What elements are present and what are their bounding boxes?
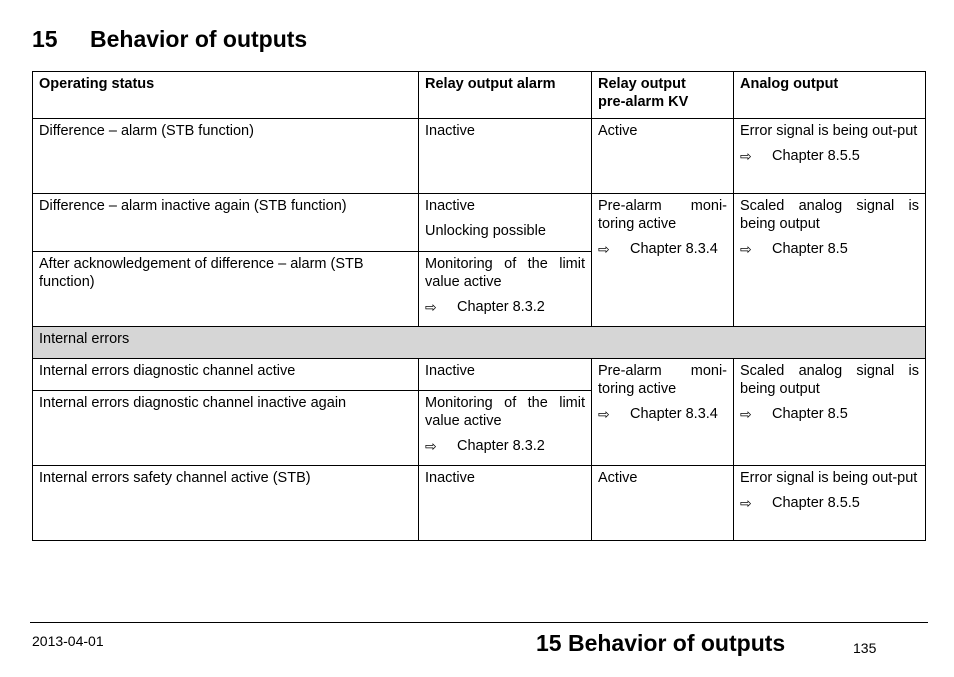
cell-status: Difference – alarm inactive again (STB function) (33, 194, 419, 252)
chapter-reference (740, 405, 919, 423)
chapter-reference (598, 405, 727, 423)
chapter-reference (598, 240, 727, 258)
chapter-reference (740, 240, 919, 258)
cell-alarm: Inactive (419, 359, 592, 391)
alarm-text: Inactive (425, 198, 475, 214)
chapter-reference-text: Chapter 8.3.2 (457, 438, 545, 454)
alarm-text: Monitoring of the limit value active (425, 256, 585, 290)
arrow-right-icon: ⇨ (425, 438, 437, 454)
arrow-right-icon: ⇨ (740, 241, 752, 257)
arrow-right-icon: ⇨ (598, 241, 610, 257)
analog-text: Error signal is being out-put (740, 470, 918, 486)
analog-text: Scaled analog signal is being output (740, 363, 919, 397)
header-analog-output: Analog output (734, 72, 926, 119)
chapter-reference (425, 437, 585, 455)
table-header-row (33, 72, 926, 119)
chapter-reference-text: Chapter 8.5 (772, 241, 848, 257)
cell-prealarm: Active (592, 119, 734, 194)
table-row (33, 359, 926, 391)
prealarm-text: Pre-alarm moni-toring active (598, 363, 727, 397)
page-title (32, 26, 307, 53)
cell-status: After acknowledgement of difference – alarm (STB function) (33, 252, 419, 327)
footer-chapter-title: 15 Behavior of outputs (536, 630, 786, 656)
cell-analog (734, 466, 926, 541)
section-internal-errors: Internal errors (33, 327, 926, 359)
chapter-number: 15 (32, 26, 58, 52)
cell-alarm (419, 391, 592, 466)
header-relay-alarm: Relay output alarm (419, 72, 592, 119)
cell-status: Internal errors safety channel active (STB) (33, 466, 419, 541)
chapter-reference-text: Chapter 8.3.2 (457, 299, 545, 315)
arrow-right-icon: ⇨ (598, 406, 610, 422)
chapter-reference (425, 298, 585, 316)
cell-prealarm (592, 359, 734, 466)
table-section-row (33, 327, 926, 359)
header-relay-prealarm-line1: Relay output (598, 76, 686, 92)
cell-alarm: Inactive (419, 466, 592, 541)
arrow-right-icon: ⇨ (740, 406, 752, 422)
chapter-reference (740, 147, 919, 165)
cell-status: Internal errors diagnostic channel active (33, 359, 419, 391)
cell-alarm (419, 194, 592, 252)
chapter-reference-text: Chapter 8.3.4 (630, 406, 718, 422)
analog-text: Scaled analog signal is being output (740, 198, 919, 232)
cell-analog (734, 194, 926, 327)
table-row (33, 194, 926, 252)
cell-prealarm (592, 194, 734, 327)
cell-status: Difference – alarm (STB function) (33, 119, 419, 194)
chapter-reference-text: Chapter 8.5 (772, 406, 848, 422)
chapter-reference-text: Chapter 8.5.5 (772, 148, 860, 164)
prealarm-text: Pre-alarm moni-toring active (598, 198, 727, 232)
chapter-reference-text: Chapter 8.3.4 (630, 241, 718, 257)
cell-analog (734, 359, 926, 466)
outputs-behavior-table (32, 71, 926, 541)
arrow-right-icon: ⇨ (740, 495, 752, 511)
cell-alarm: Inactive (419, 119, 592, 194)
chapter-reference-text: Chapter 8.5.5 (772, 495, 860, 511)
cell-status: Internal errors diagnostic channel inactive again (33, 391, 419, 466)
alarm-text: Monitoring of the limit value active (425, 395, 585, 429)
arrow-right-icon: ⇨ (740, 148, 752, 164)
footer-date: 2013-04-01 (32, 633, 104, 649)
table-row (33, 119, 926, 194)
page-number: 135 (853, 640, 877, 656)
alarm-note: Unlocking possible (425, 223, 546, 239)
header-operating-status: Operating status (33, 72, 419, 119)
cell-analog (734, 119, 926, 194)
cell-alarm (419, 252, 592, 327)
table-row (33, 466, 926, 541)
analog-text: Error signal is being out-put (740, 123, 918, 139)
header-relay-prealarm-line2: pre-alarm KV (598, 94, 689, 110)
footer-divider (30, 622, 928, 623)
cell-prealarm: Active (592, 466, 734, 541)
header-relay-prealarm (592, 72, 734, 119)
arrow-right-icon: ⇨ (425, 299, 437, 315)
chapter-title: Behavior of outputs (90, 26, 308, 52)
chapter-reference (740, 494, 919, 512)
